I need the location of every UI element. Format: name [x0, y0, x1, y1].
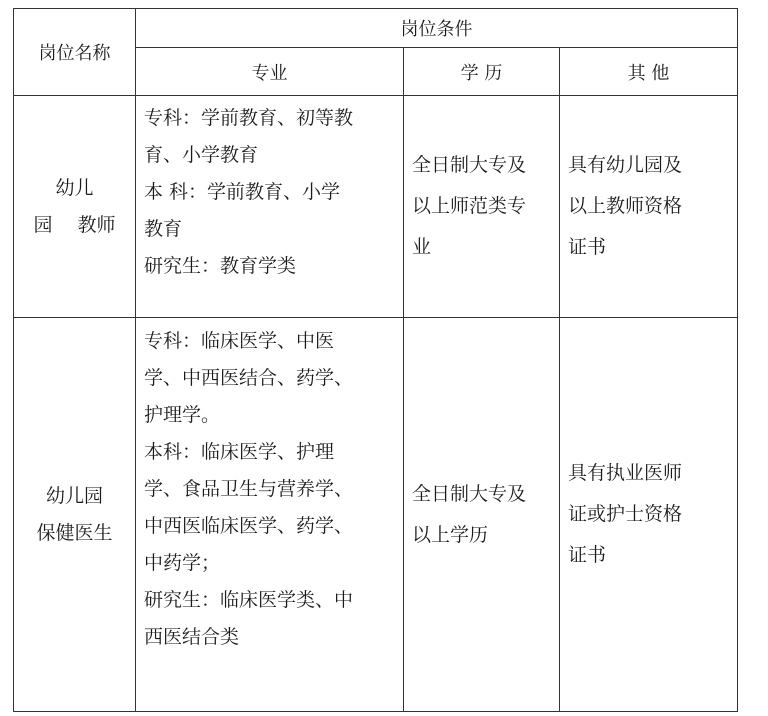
other-cell: [560, 318, 738, 712]
major-cell: [136, 96, 404, 318]
education-cell: [404, 318, 560, 712]
major-line: 学、中西医结合、药学、: [144, 367, 354, 389]
major-line: 研究生：临床医学类、中: [144, 589, 354, 611]
other-line: 证或护士资格: [568, 503, 683, 525]
header-other: 其 他: [560, 48, 738, 96]
position-cell-health-doctor: [14, 318, 136, 712]
position-line: 幼儿园: [45, 484, 103, 507]
header-education: 学 历: [404, 48, 560, 96]
other-line: 以上教师资格: [568, 195, 683, 217]
position-cell-kindergarten-teacher: [14, 96, 136, 318]
education-line: 全日制大专及: [412, 482, 527, 505]
position-line: 园 教师: [33, 213, 116, 236]
major-line: 学、食品卫生与营养学、: [144, 478, 354, 500]
major-line: 本 科：学前教育、小学: [144, 181, 341, 203]
major-line: 西医结合类: [144, 626, 240, 648]
education-line: 以上学历: [412, 523, 489, 546]
major-line: 护理学。: [144, 404, 221, 426]
position-line: 幼儿: [55, 176, 94, 199]
major-cell: [136, 318, 404, 712]
header-major: 专业: [136, 48, 404, 96]
other-line: 具有幼儿园及: [568, 154, 683, 176]
education-line: 业: [412, 236, 432, 258]
other-line: 具有执业医师: [568, 462, 683, 484]
education-cell: [404, 96, 560, 318]
major-line: 研究生：教育学类: [144, 255, 297, 277]
other-line: 证书: [568, 544, 607, 566]
other-cell: [560, 96, 738, 318]
major-line: 中药学；: [144, 552, 221, 574]
header-row-top: [14, 9, 738, 48]
education-line: 以上师范类专: [412, 195, 527, 217]
other-line: 证书: [568, 236, 607, 258]
header-conditions: 岗位条件: [136, 9, 738, 48]
major-line: 本科：临床医学、护理: [144, 441, 335, 463]
header-position-name: 岗位名称: [14, 9, 136, 96]
major-line: 专科：临床医学、中医: [144, 330, 335, 352]
major-line: 育、小学教育: [144, 144, 259, 166]
position-line: 保健医生: [36, 521, 113, 544]
position-requirements-table: [13, 8, 738, 712]
major-line: 教育: [144, 218, 183, 240]
education-line: 全日制大专及: [412, 154, 527, 176]
major-line: 中西医临床医学、药学、: [144, 515, 354, 537]
table-row: [14, 96, 738, 318]
table-row: [14, 318, 738, 712]
major-line: 专科：学前教育、初等教: [144, 107, 354, 129]
